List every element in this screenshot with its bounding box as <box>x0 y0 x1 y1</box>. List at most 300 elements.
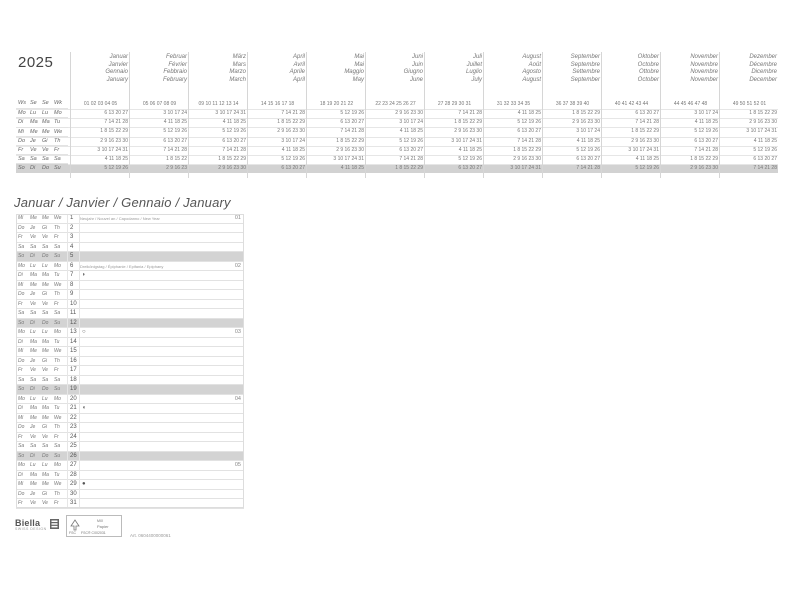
weekday-abbr: Do <box>42 319 49 326</box>
month-name: Aprile <box>289 69 305 75</box>
weekday-abbr-group <box>18 442 66 451</box>
weekday-abbr: Th <box>54 424 60 430</box>
weekday-abbr: Ma <box>30 405 37 411</box>
weekday-abbr: Fr <box>18 500 23 506</box>
weekday-abbr: Su <box>54 165 61 172</box>
month-name: Janvier <box>108 61 128 68</box>
weekday-abbr-group <box>18 252 66 261</box>
weekday-abbr: Sa <box>42 443 49 449</box>
weekday-abbr-group <box>18 404 66 413</box>
weekday-abbr: Sa <box>30 156 37 163</box>
weekday-abbr: We <box>54 414 62 421</box>
month-column <box>188 52 248 178</box>
weekday-abbr: Fr <box>54 433 59 440</box>
weekday-header-cell: Se <box>30 100 37 106</box>
january-day-row <box>16 499 244 509</box>
weekday-abbr: Fr <box>18 433 23 440</box>
month-day-row: 4 11 18 25 <box>458 146 482 153</box>
fsc-certification-box <box>66 515 122 537</box>
weekday-abbr: Fr <box>54 300 59 307</box>
january-day-row <box>16 461 244 471</box>
month-day-row: 6 13 20 27 <box>340 119 364 126</box>
january-day-row <box>16 480 244 490</box>
month-name: Oktober <box>637 54 659 60</box>
weekday-abbr: Do <box>18 424 25 430</box>
weekday-abbr: We <box>54 281 62 288</box>
day-number: 20 <box>70 395 77 402</box>
month-names <box>571 54 600 84</box>
holiday-note: Dreikönigstag / Épiphanie / Epifania / Epiphany <box>80 263 164 269</box>
month-name: Avril <box>293 61 305 68</box>
month-day-row: 7 14 21 28 <box>458 110 482 116</box>
month-day-row: 3 10 17 24 31 <box>510 165 541 172</box>
weekday-abbr-group <box>18 262 66 271</box>
weekday-abbr: Do <box>18 291 25 297</box>
weekday-abbr: Do <box>42 253 49 259</box>
month-day-row: 3 10 17 24 <box>694 110 718 116</box>
weekday-abbr: Di <box>30 386 35 392</box>
month-day-row: 7 14 21 28 <box>163 146 187 153</box>
month-day-row: 4 11 18 25 <box>163 119 187 126</box>
weekday-abbr: Di <box>30 165 36 172</box>
weekday-abbr: Gi <box>42 490 47 497</box>
weekday-abbr-group <box>18 366 66 375</box>
month-column <box>719 52 779 178</box>
month-names <box>105 54 128 84</box>
month-name: Dezember <box>749 54 777 60</box>
month-name: February <box>162 76 187 83</box>
weekday-abbr: Mo <box>54 462 61 468</box>
month-name: Agosto <box>522 69 541 75</box>
weekday-abbr: Mi <box>18 414 24 421</box>
month-name: September <box>570 76 600 83</box>
month-name: May <box>352 76 364 83</box>
weekday-abbr: Ma <box>42 405 49 411</box>
month-day-row: 5 12 19 26 <box>753 146 777 153</box>
weekday-abbr-group <box>18 224 66 233</box>
day-number: 12 <box>70 319 77 326</box>
month-name: Novembre <box>690 69 718 75</box>
month-day-row: 4 11 18 25 <box>753 137 777 144</box>
weekday-abbr: Sa <box>54 310 61 316</box>
year-overview <box>16 52 778 178</box>
week-number: 01 <box>234 215 241 221</box>
january-day-row <box>16 357 244 367</box>
day-number: 18 <box>70 376 77 383</box>
month-day-row: 4 11 18 25 <box>340 165 364 172</box>
day-number: 14 <box>70 338 77 345</box>
month-name: Februar <box>165 54 187 60</box>
weekday-abbr: Tu <box>54 338 60 345</box>
weekday-abbr: Th <box>54 224 60 231</box>
weekday-abbr: Th <box>54 291 60 297</box>
weekday-abbr: Su <box>54 253 61 259</box>
month-column <box>601 52 661 178</box>
weekday-abbr: Sa <box>30 310 37 316</box>
month-day-row: 2 9 16 23 30 <box>100 137 128 144</box>
weekday-abbr: Do <box>18 490 25 497</box>
month-day-row: 7 14 21 28 <box>281 110 305 116</box>
fsc-paper: Papier <box>97 524 109 529</box>
weekday-abbr: Sa <box>30 443 37 449</box>
month-name: Octobre <box>637 61 659 68</box>
weekday-abbr: So <box>18 253 25 259</box>
month-day-row: 5 12 19 26 <box>458 156 482 162</box>
january-day-row <box>16 452 244 462</box>
weekday-abbr: Ve <box>42 367 48 373</box>
weekday-abbr-group <box>18 300 66 309</box>
weekday-abbr: Je <box>30 291 36 297</box>
weekday-abbr-group <box>18 376 66 385</box>
day-number: 23 <box>70 424 77 430</box>
weekday-abbr: Mi <box>18 215 24 221</box>
month-week-numbers: 44 45 46 47 48 <box>673 101 708 107</box>
day-number: 4 <box>70 243 74 250</box>
day-number: 21 <box>70 405 77 411</box>
weekday-abbr: Gi <box>42 291 47 297</box>
january-day-row <box>16 224 244 234</box>
month-columns <box>70 52 778 178</box>
january-title: Januar / Janvier / Gennaio / January <box>14 195 231 210</box>
january-day-row <box>16 309 244 319</box>
weekday-abbr: Tu <box>54 119 61 126</box>
weekday-abbr: Lu <box>30 395 36 402</box>
weekday-abbr: Do <box>42 452 49 459</box>
month-names <box>638 54 659 84</box>
month-name: Dicembre <box>751 69 777 75</box>
weekday-abbr-group <box>18 452 66 461</box>
month-name: April <box>292 76 305 83</box>
weekday-abbr: Sa <box>54 243 61 250</box>
day-number: 10 <box>70 300 77 307</box>
week-number: 03 <box>234 329 241 335</box>
month-name: Février <box>168 61 187 68</box>
month-week-numbers: 22 23 24 25 26 27 <box>375 101 416 107</box>
weekday-abbr-group <box>18 338 66 347</box>
month-day-row: 7 14 21 28 <box>104 119 128 126</box>
weekday-abbr: So <box>18 452 25 459</box>
weekday-abbr: Lu <box>30 462 36 468</box>
january-day-row <box>16 404 244 414</box>
weekday-abbr: Lu <box>42 110 49 117</box>
month-day-row: 2 9 16 23 30 <box>631 137 659 144</box>
weekday-abbr: Ma <box>30 272 37 278</box>
january-day-row <box>16 442 244 452</box>
weekday-abbr: So <box>18 319 25 326</box>
month-day-row: 3 10 17 24 <box>399 119 423 126</box>
weekday-abbr: Ma <box>42 272 49 278</box>
weekday-column <box>16 99 68 173</box>
month-column <box>306 52 366 178</box>
month-day-row: 2 9 16 23 <box>166 165 187 172</box>
day-number: 3 <box>70 234 74 240</box>
weekday-abbr: Lu <box>42 329 48 335</box>
month-day-row: 1 8 15 22 29 <box>395 165 423 172</box>
weekday-abbr: Ma <box>30 119 38 126</box>
month-name: August <box>522 76 541 83</box>
weekday-abbr: Do <box>18 224 25 231</box>
weekday-abbr-group <box>18 414 66 423</box>
weekday-abbr: Lu <box>42 262 48 269</box>
month-name: Juin <box>411 61 423 68</box>
weekday-abbr: Mo <box>18 262 25 269</box>
weekday-abbr: Gi <box>42 424 47 430</box>
weekday-abbr-group <box>18 290 66 299</box>
fsc-tree-icon <box>70 519 80 531</box>
weekday-abbr: Ma <box>30 471 37 478</box>
weekday-abbr: Me <box>42 348 49 354</box>
weekday-abbr-group <box>18 328 66 337</box>
month-name: Febbraio <box>163 69 187 75</box>
day-number: 16 <box>70 357 77 364</box>
day-number: 15 <box>70 348 77 354</box>
month-name: Luglio <box>465 69 482 75</box>
weekday-abbr: Me <box>30 348 37 354</box>
weekday-abbr: Di <box>18 338 23 345</box>
weekday-abbr: We <box>54 215 62 221</box>
weekday-abbr: Lu <box>30 262 36 269</box>
month-day-row: 7 14 21 28 <box>399 156 423 162</box>
month-day-row: 5 12 19 26 <box>576 146 600 153</box>
month-day-row: 3 10 17 24 <box>576 128 600 135</box>
week-number: 02 <box>234 262 241 269</box>
month-day-row: 7 14 21 28 <box>753 165 777 172</box>
month-column <box>424 52 484 178</box>
weekday-abbr: Ve <box>42 433 48 440</box>
month-column <box>247 52 307 178</box>
weekday-abbr: Sa <box>30 243 37 250</box>
holiday-note: Neujahr / Nouvel an / Capodanno / New Year <box>80 216 160 221</box>
month-day-row: 2 9 16 23 30 <box>749 119 777 126</box>
weekday-abbr: Di <box>30 452 35 459</box>
weekday-abbr: Ve <box>30 433 36 440</box>
month-name: Maggio <box>344 69 364 75</box>
weekday-abbr: Fr <box>54 500 59 506</box>
month-names <box>229 54 246 84</box>
january-day-row <box>16 366 244 376</box>
weekday-abbr: Sa <box>18 376 25 383</box>
month-day-row: 5 12 19 26 <box>163 128 187 135</box>
weekday-abbr: Je <box>30 424 36 430</box>
month-day-row: 6 13 20 27 <box>104 110 128 116</box>
month-day-row: 5 12 19 26 <box>281 156 305 162</box>
month-week-numbers: 49 50 51 52 01 <box>732 101 767 107</box>
month-day-row: 5 12 19 26 <box>635 165 659 172</box>
month-name: November <box>690 54 718 60</box>
weekday-abbr-group <box>18 309 66 318</box>
weekday-abbr: Je <box>30 357 36 364</box>
day-number: 7 <box>70 272 74 278</box>
weekday-abbr-group <box>18 461 66 470</box>
weekday-abbr: Mo <box>54 395 61 402</box>
month-name: Mai <box>354 61 364 68</box>
month-day-row: 4 11 18 25 <box>576 137 600 144</box>
weekday-abbr-group <box>18 471 66 480</box>
weekday-abbr-group <box>18 490 66 499</box>
month-day-row: 2 9 16 23 30 <box>395 110 423 116</box>
weekday-abbr: Ma <box>42 119 50 126</box>
month-day-row: 1 8 15 22 29 <box>572 110 600 116</box>
day-number: 19 <box>70 386 77 392</box>
month-day-row: 1 8 15 22 29 <box>454 119 482 126</box>
month-name: November <box>690 76 718 83</box>
weekday-abbr: Di <box>30 319 35 326</box>
month-day-row: 1 8 15 22 29 <box>100 128 128 135</box>
weekday-abbr: Je <box>30 490 36 497</box>
month-day-row: 5 12 19 26 <box>222 128 246 135</box>
weekday-abbr: Me <box>30 128 38 135</box>
month-column <box>483 52 543 178</box>
weekday-abbr-group <box>18 233 66 242</box>
january-day-row <box>16 490 244 500</box>
weekday-abbr: Gi <box>42 224 47 231</box>
weekday-abbr: Mi <box>18 481 24 487</box>
january-day-row <box>16 471 244 481</box>
month-day-row: 1 8 15 22 29 <box>631 128 659 135</box>
day-number: 1 <box>70 215 74 221</box>
weekday-abbr: Sa <box>18 310 25 316</box>
january-day-row <box>16 414 244 424</box>
day-number: 28 <box>70 471 77 478</box>
moon-phase-icon: ◖ <box>82 405 86 411</box>
weekday-abbr: Ve <box>30 367 36 373</box>
fsc-label: FSC <box>69 531 76 535</box>
month-day-row: 6 13 20 27 <box>399 146 423 153</box>
month-day-row: 2 9 16 23 30 <box>454 128 482 135</box>
weekday-abbr: Sa <box>42 310 49 316</box>
month-day-row: 7 14 21 28 <box>340 128 364 135</box>
weekday-abbr-group <box>18 357 66 366</box>
weekday-abbr: Th <box>54 357 60 364</box>
january-day-table <box>16 214 244 509</box>
month-day-row: 3 10 17 24 31 <box>746 128 777 135</box>
weekday-abbr: Mo <box>18 462 25 468</box>
weekday-row <box>16 163 68 172</box>
day-number: 25 <box>70 443 77 449</box>
month-column <box>660 52 720 178</box>
weekday-abbr: Me <box>30 481 37 487</box>
weekday-abbr: Me <box>42 414 49 421</box>
brand-name: Biella <box>15 518 41 528</box>
article-number: Art. 0604400000061 <box>130 533 171 538</box>
month-day-row: 5 12 19 26 <box>694 128 718 135</box>
day-number: 2 <box>70 224 74 231</box>
weekday-header-cell: Se <box>42 100 49 106</box>
weekday-abbr-group <box>18 433 66 442</box>
weekday-abbr: Th <box>54 137 61 144</box>
weekday-abbr: Ma <box>30 338 37 345</box>
month-name: October <box>637 76 659 83</box>
day-number: 17 <box>70 367 77 373</box>
month-day-row: 3 10 17 24 31 <box>333 156 364 162</box>
weekday-abbr: Su <box>54 386 61 392</box>
weekday-abbr: Me <box>30 215 37 221</box>
month-day-row: 4 11 18 25 <box>281 146 305 153</box>
month-day-row: 6 13 20 27 <box>163 137 187 144</box>
weekday-abbr: Lu <box>30 110 37 117</box>
weekday-abbr: Ve <box>30 300 36 307</box>
weekday-abbr-group <box>18 271 66 280</box>
january-day-row <box>16 281 244 291</box>
month-day-row: 7 14 21 28 <box>222 146 246 153</box>
month-day-row: 2 9 16 23 30 <box>218 165 246 172</box>
month-day-row: 3 10 17 24 31 <box>215 110 246 116</box>
month-day-row: 3 10 17 24 31 <box>628 146 659 153</box>
weekday-abbr: Sa <box>42 376 49 383</box>
weekday-abbr: Do <box>42 165 50 172</box>
weekday-abbr-group <box>18 214 66 223</box>
month-day-row: 6 13 20 27 <box>458 165 482 172</box>
month-names <box>466 54 482 84</box>
weekday-abbr: Mi <box>18 281 24 288</box>
day-number: 11 <box>70 310 77 316</box>
weekday-abbr: Fr <box>18 234 23 240</box>
month-day-row: 2 9 16 23 30 <box>513 156 541 162</box>
moon-phase-icon: ○ <box>82 329 86 335</box>
january-day-row <box>16 262 244 272</box>
weekday-abbr-group <box>18 423 66 432</box>
month-name: Mai <box>354 54 364 60</box>
month-day-row: 3 10 17 24 <box>281 137 305 144</box>
weekday-row <box>16 136 68 145</box>
weekday-abbr: Sa <box>18 443 25 449</box>
day-number: 31 <box>70 500 77 506</box>
weekday-abbr: We <box>54 128 63 135</box>
month-day-row: 4 11 18 25 <box>635 156 659 162</box>
weekday-abbr-group <box>18 281 66 290</box>
month-day-row: 6 13 20 27 <box>517 128 541 135</box>
weekday-abbr: Mo <box>18 329 25 335</box>
january-day-row <box>16 300 244 310</box>
weekday-abbr-group <box>18 347 66 356</box>
weekday-abbr: Di <box>30 253 35 259</box>
weekday-abbr: Fr <box>18 367 23 373</box>
month-name: Juni <box>411 54 423 60</box>
month-day-row: 1 8 15 22 29 <box>513 146 541 153</box>
weekday-abbr: Do <box>18 357 25 364</box>
weekday-abbr: Sa <box>54 376 61 383</box>
january-day-row <box>16 243 244 253</box>
weekday-abbr: Ma <box>42 338 49 345</box>
weekday-abbr: Lu <box>30 329 36 335</box>
month-names <box>290 54 305 84</box>
weekday-abbr: Su <box>54 319 61 326</box>
month-day-row: 3 10 17 24 31 <box>451 137 482 144</box>
month-day-row: 1 8 15 22 29 <box>277 119 305 126</box>
january-day-row <box>16 385 244 395</box>
january-day-row <box>16 423 244 433</box>
month-name: Ottobre <box>638 69 659 75</box>
month-day-row: 6 13 20 27 <box>576 156 600 162</box>
january-day-row <box>16 338 244 348</box>
january-day-row <box>16 290 244 300</box>
month-name: März <box>232 54 246 60</box>
weekday-abbr: Fr <box>54 234 59 240</box>
weekday-abbr: Mi <box>18 348 24 354</box>
weekday-abbr: Me <box>42 481 49 487</box>
month-day-row: 1 8 15 22 29 <box>336 137 364 144</box>
month-day-row: 5 12 19 26 <box>104 165 128 172</box>
weekday-abbr: Mo <box>54 262 61 269</box>
weekday-abbr: Lu <box>42 395 48 402</box>
weekday-header-cell: Ws <box>18 100 26 106</box>
weekday-abbr: We <box>54 348 62 354</box>
month-day-row: 2 9 16 23 30 <box>336 146 364 153</box>
month-name: Juillet <box>466 61 482 68</box>
moon-phase-icon: ◗ <box>82 272 86 278</box>
day-number: 26 <box>70 452 77 459</box>
weekday-row <box>16 154 68 163</box>
